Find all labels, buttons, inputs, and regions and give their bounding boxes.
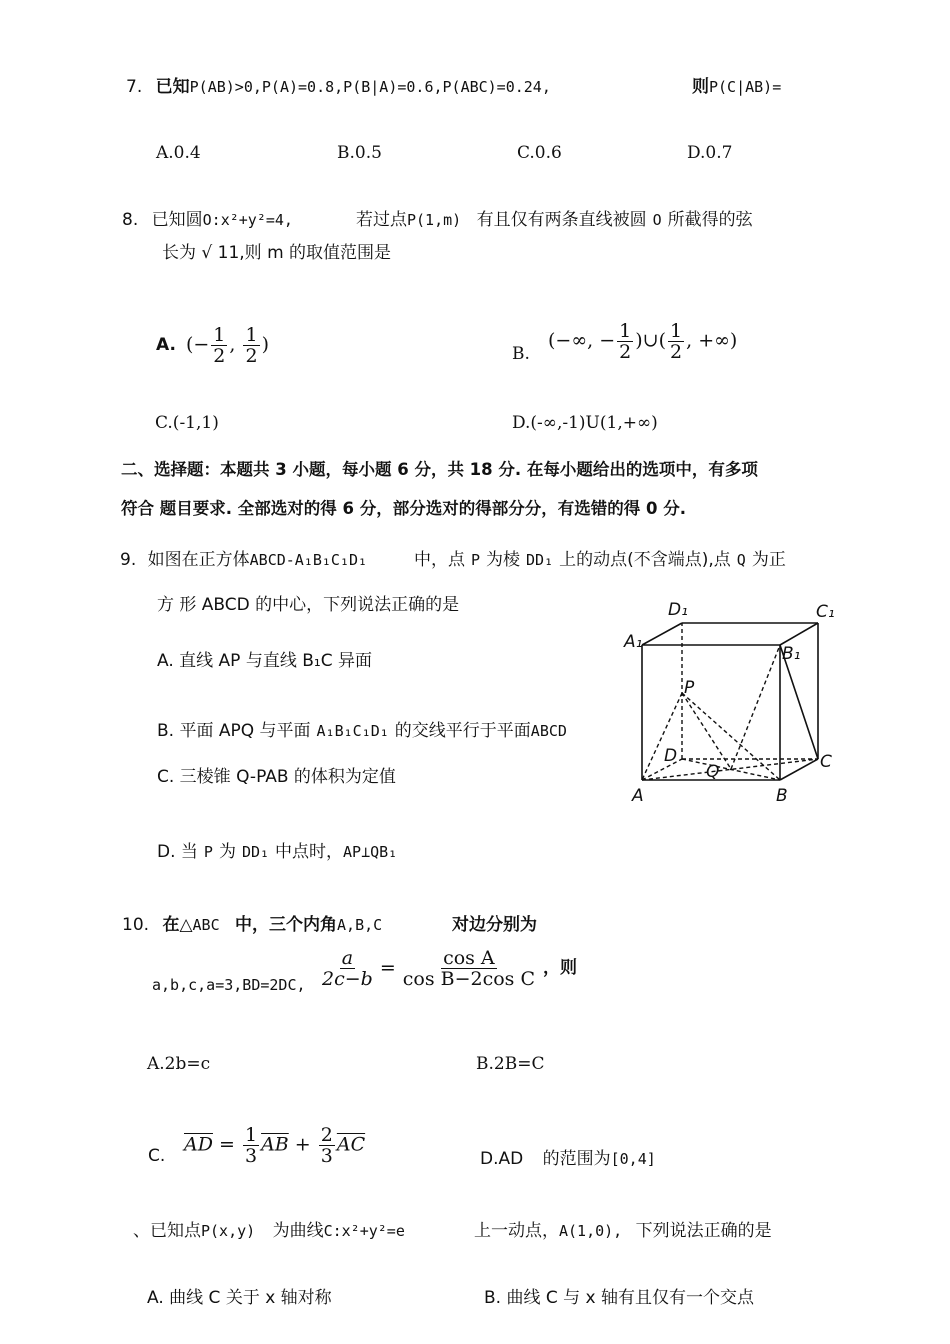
q9-option-b-plane: A₁B₁C₁D₁	[316, 722, 389, 740]
q8-option-a-label: A.	[156, 335, 176, 355]
q9-stem-a: 如图在正方体	[147, 550, 250, 570]
q8-option-c: C.(-1,1)	[155, 413, 219, 433]
q7-condition: P(AB)>0,P(A)=0.8,P(B|A)=0.6,P(ABC)=0.24,	[189, 78, 551, 96]
label-p: P	[684, 678, 695, 698]
q9-option-c: C. 三棱锥 Q-PAB 的体积为定值	[157, 767, 396, 787]
q9-stem-c: 为棱	[486, 550, 521, 570]
q7-lead: 已知	[155, 77, 190, 97]
q10-lhs	[320, 948, 375, 989]
q10-rhs	[401, 948, 537, 989]
q8-stem-b: 若过点	[356, 210, 407, 230]
label-c1: C₁	[816, 602, 835, 622]
segment-p-b	[682, 693, 780, 780]
q11-lead: 、已知点	[133, 1221, 201, 1241]
q10-option-d-range: [0,4]	[610, 1150, 656, 1168]
q9-option-d-c: 中点时，	[275, 842, 344, 862]
q7-option-c: C.0.6	[517, 143, 562, 163]
label-b: B	[776, 786, 788, 806]
q8-o: O	[652, 211, 662, 229]
q9-p: P	[471, 551, 481, 569]
q10-lhs-den: 2c−b	[322, 967, 373, 990]
q9-option-d-a: D. 当	[157, 842, 198, 862]
q10-rhs-num: cos A	[443, 946, 495, 969]
q9-option-d-rel: AP⊥QB₁	[343, 843, 398, 861]
q11-stem-c: 下列说法正确的是	[635, 1221, 772, 1241]
q10-option-c	[184, 1120, 365, 1170]
q10-equation	[318, 940, 577, 996]
q10-abc: ABC	[192, 916, 220, 934]
label-a1: A₁	[624, 632, 643, 652]
q8-option-b-label: B.	[512, 344, 530, 364]
q8-option-a	[156, 320, 269, 370]
q10-option-d-a: D.AD	[480, 1149, 524, 1169]
q10-line-1	[122, 914, 382, 936]
q8-number: 8.	[122, 210, 139, 230]
q7-option-b: B.0.5	[337, 143, 382, 163]
q9-option-b-a: B. 平面 APQ 与平面	[157, 721, 311, 741]
q8-option-a-math: (− $\frac{1}{2}$ , $\frac{1}{2}$ )	[185, 323, 269, 367]
edge-c1-b1	[780, 623, 818, 645]
q8-stem-a: 已知圆	[151, 210, 203, 230]
q9-option-d	[157, 841, 397, 863]
q7-expression: P(C|AB)=	[709, 78, 782, 96]
q11-stem-a: 为曲线	[272, 1221, 324, 1241]
q10-equals: =	[379, 957, 396, 979]
q9-option-a: A. 直线 AP 与直线 B₁C 异面	[157, 651, 372, 671]
q10-angles: A,B,C	[337, 916, 383, 934]
q9-option-d-p: P	[203, 843, 213, 861]
q8-line-1	[122, 209, 293, 231]
q9-cube-figure	[610, 595, 850, 815]
diagonal-d-b	[682, 759, 780, 780]
q9-option-d-edge: DD₁	[241, 843, 270, 861]
q7-number: 7.	[126, 77, 143, 97]
q8-line-2: 长为 √ 11,则 m 的取值范围是	[162, 243, 392, 263]
q8-stem-d: 所截得的弦	[667, 210, 753, 230]
q10-stem-a: 中，三个内角	[235, 915, 338, 935]
q11-curve: C:x²+y²=e	[323, 1222, 405, 1240]
q10-given: a,b,c,a=3,BD=2DC,	[152, 976, 306, 994]
edge-a1-d1	[642, 623, 682, 645]
label-d: D	[664, 746, 678, 766]
label-a: A	[632, 786, 644, 806]
q11-point: P(x,y)	[201, 1222, 256, 1240]
q7-option-d: D.0.7	[687, 143, 733, 163]
q9-line-1b	[414, 549, 786, 571]
q9-option-b-b: 的交线平行于平面	[394, 721, 531, 741]
q8-circle: O:x²+y²=4,	[202, 211, 293, 229]
q11-line-1b	[474, 1220, 772, 1242]
q11-option-b: B. 曲线 C 与 x 轴有且仅有一个交点	[484, 1288, 755, 1308]
q11-a: A(1,0),	[559, 1222, 623, 1240]
q7-ask	[692, 76, 781, 98]
q7-then: 则	[692, 77, 709, 97]
q9-stem-d: 上的动点(不含端点),点	[559, 550, 731, 570]
q8-point: P(1,m)	[407, 211, 462, 229]
q9-number: 9.	[120, 550, 137, 570]
section2-line-2: 符合 题目要求. 全部选对的得 6 分，部分选对的得部分分，有选错的得 0 分.	[121, 499, 686, 518]
q10-option-c-label: C.	[148, 1146, 166, 1166]
q9-option-b	[157, 720, 567, 742]
label-c: C	[820, 752, 832, 772]
label-d1: D₁	[668, 600, 688, 620]
q9-edge: DD₁	[526, 551, 554, 569]
q10-stem-b: 对边分别为	[452, 915, 537, 935]
q10-then: ，则	[542, 958, 577, 978]
q9-cube: ABCD-A₁B₁C₁D₁	[249, 551, 368, 569]
segment-p-a	[642, 693, 682, 780]
q8-line-1b	[356, 209, 753, 231]
q9-option-b-abcd: ABCD	[530, 722, 567, 740]
q8-option-b-math: (−∞, − $\frac{1}{2}$ )∪( $\frac{1}{2}$ , +∞)	[548, 319, 738, 363]
q11-stem-b: 上一动点，	[474, 1221, 559, 1241]
q10-option-c-math: $\overline{AD}$ = $\frac{1}{3}$ $\overline{AB}$ + $\frac{2}{3}$ $\overline{AC}$	[184, 1123, 366, 1167]
q10-option-a: A.2b=c	[147, 1054, 211, 1074]
q8-option-b	[548, 316, 737, 366]
q9-line-1	[120, 549, 367, 571]
q10-option-b: B.2B=C	[476, 1054, 545, 1074]
q9-option-d-b: 为	[218, 842, 236, 862]
q11-line-1	[133, 1220, 405, 1242]
section2-line-1: 二、选择题：本题共 3 小题，每小题 6 分，共 18 分. 在每小题给出的选项中，有多项	[121, 460, 758, 479]
q7-option-a: A.0.4	[156, 143, 201, 163]
q9-q: Q	[736, 551, 746, 569]
edge-c-b	[780, 759, 818, 780]
q9-stem-b: 中，点	[414, 550, 465, 570]
q10-rhs-den: cos B−2cos C	[402, 967, 535, 990]
q10-lhs-num: a	[341, 946, 354, 969]
q9-line-2: 方 形 ABCD 的中心，下列说法正确的是	[157, 595, 460, 615]
q10-option-d-b: 的范围为	[542, 1149, 611, 1169]
q7-line	[126, 76, 551, 98]
q10-number: 10.	[122, 915, 150, 935]
label-b1: B₁	[782, 644, 801, 664]
q8-option-d: D.(-∞,-1)U(1,+∞)	[512, 413, 658, 433]
segment-q-b1	[731, 645, 780, 769]
q10-option-d	[480, 1148, 656, 1170]
q8-stem-c: 有且仅有两条直线被圆	[476, 210, 647, 230]
segment-p-q	[682, 693, 731, 769]
label-q: Q	[706, 762, 720, 782]
q11-option-a: A. 曲线 C 关于 x 轴对称	[147, 1288, 332, 1308]
q10-lead: 在△	[162, 915, 193, 935]
q9-stem-e: 为正	[751, 550, 786, 570]
